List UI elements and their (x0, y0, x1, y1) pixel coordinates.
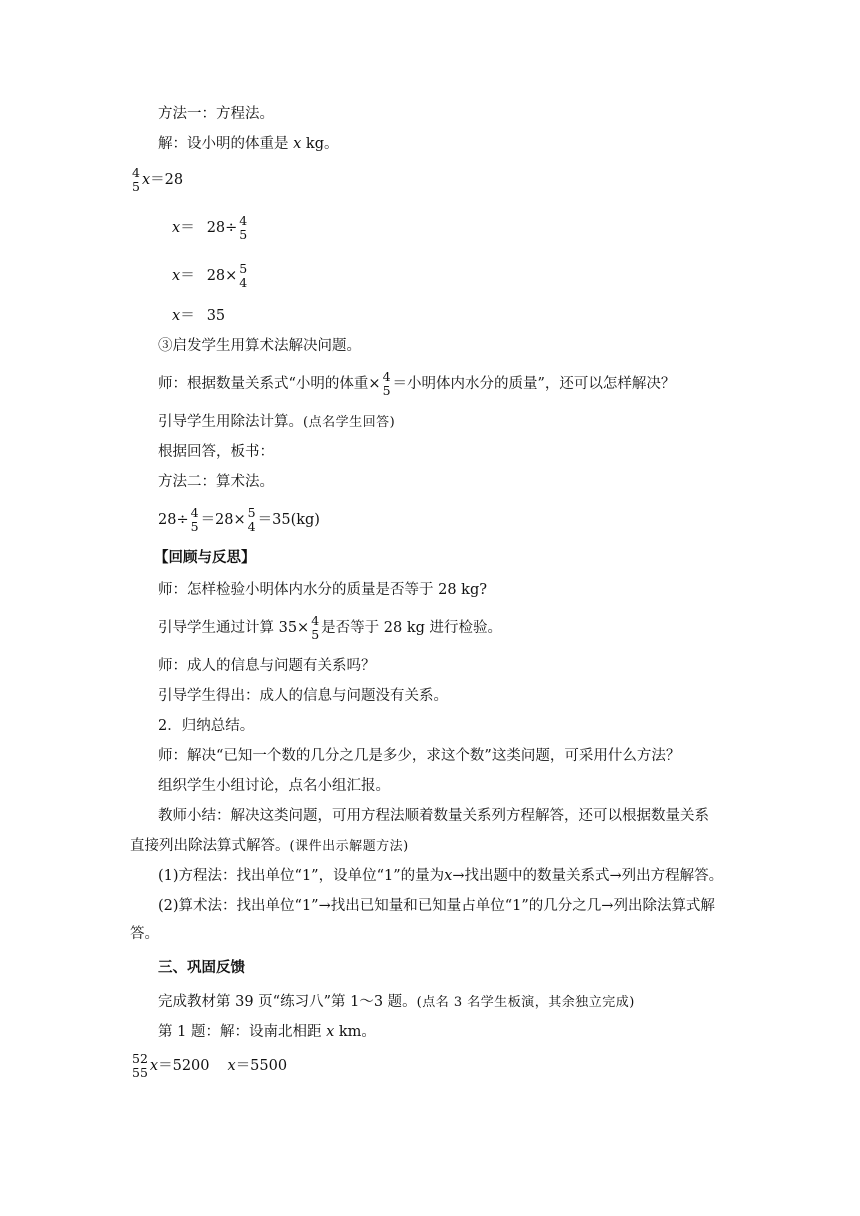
equation-line-1 (130, 166, 183, 194)
variable-x: x (141, 172, 151, 188)
text: 35 (206, 308, 226, 324)
text: km。 (338, 1024, 376, 1040)
text: ＝28× (200, 512, 246, 528)
text: 根据回答，板书： (158, 444, 274, 460)
check-guide-line (158, 614, 502, 642)
method-one-line (158, 104, 274, 124)
teacher-summary-line-1 (158, 806, 709, 826)
text: ＝5200 (158, 1058, 210, 1074)
text: 是否等于 28 kg 进行检验。 (321, 620, 503, 636)
text: ＝ (180, 268, 195, 284)
teacher-question-line (158, 370, 675, 398)
adult-info-conclusion (158, 686, 448, 706)
variable-x: x (172, 308, 181, 324)
equation-line-3 (172, 262, 249, 290)
text: 答。 (130, 926, 159, 942)
text: 引导学生用除法计算。 (158, 414, 303, 430)
text: 解：设小明的体重是 (158, 136, 289, 152)
equation-line-4 (172, 306, 225, 326)
text: 引导学生得出：成人的信息与问题没有关系。 (158, 688, 448, 704)
solution-setup-line (158, 134, 338, 154)
text: 师：解决“已知一个数的几分之几是多少，求这个数”这类问题，可采用什么方法？ (158, 748, 681, 764)
method-arithmetic-summary-cont (130, 924, 159, 944)
text: 28÷ (158, 512, 189, 528)
fraction: 4 5 (382, 369, 391, 398)
variable-x: x (172, 220, 181, 236)
variable-x: x (326, 1024, 335, 1040)
variable-x: x (172, 268, 181, 284)
adult-info-question (158, 656, 376, 676)
fraction: 5 4 (247, 505, 256, 534)
exercise-assignment-line (158, 992, 635, 1013)
text: ＝ (180, 308, 195, 324)
heading: 三、巩固反馈 (158, 960, 245, 976)
text: (1)方程法：找出单位“1”，设单位“1”的量为 (158, 868, 445, 884)
text: kg。 (305, 136, 339, 152)
question-one-equation (130, 1052, 287, 1080)
arithmetic-prompt-line (158, 336, 361, 356)
summary-heading (158, 716, 254, 736)
fraction: 4 5 (311, 613, 320, 642)
group-discussion-line (158, 776, 390, 796)
text: 方法一：方程法。 (158, 106, 274, 122)
note: (点名 3 名学生板演，其余独立完成) (416, 995, 635, 1010)
fraction: 4 5 (239, 213, 248, 242)
text: ＝5500 (235, 1058, 288, 1074)
text: 师：怎样检验小明体内水分的质量是否等于 28 kg? (158, 582, 488, 598)
question-one-setup (158, 1022, 376, 1042)
method-two-line (158, 472, 274, 492)
teacher-summary-question (158, 746, 680, 766)
text: ＝28 (150, 172, 184, 188)
text: 组织学生小组讨论，点名小组汇报。 (158, 778, 390, 794)
fraction: 52 55 (132, 1051, 148, 1080)
text: ＝ (180, 220, 195, 236)
variable-x: x (293, 136, 302, 152)
fraction: 4 5 (190, 505, 199, 534)
check-question-line (158, 580, 487, 600)
method-arithmetic-summary (158, 896, 715, 916)
text: 师：根据数量关系式“小明的体重× (158, 376, 381, 392)
guide-division-line (158, 412, 395, 433)
text: 直接列出除法算式解答。 (130, 838, 290, 854)
arithmetic-equation (158, 506, 320, 534)
fraction: 5 4 (239, 261, 248, 290)
text: 2．归纳总结。 (158, 718, 255, 734)
note: (点名学生回答) (303, 415, 396, 430)
heading: 【回顾与反思】 (154, 550, 256, 566)
text: 教师小结：解决这类问题，可用方程法顺着数量关系列方程解答，还可以根据数量关系 (158, 808, 709, 824)
text: 第 1 题：解：设南北相距 (158, 1024, 322, 1040)
text: (2)算术法：找出单位“1”→找出已知量和已知量占单位“1”的几分之几→列出除法算式解 (158, 898, 715, 914)
text: 28× (206, 268, 238, 284)
teacher-summary-line-2 (130, 836, 409, 857)
text: 师：成人的信息与问题有关系吗？ (158, 658, 376, 674)
fraction: 4 5 (132, 165, 140, 194)
text: ＝35(kg) (257, 512, 320, 528)
text: →找出题中的数量关系式→列出方程解答。 (452, 868, 724, 884)
text: 方法二：算术法。 (158, 474, 274, 490)
text: 28÷ (206, 220, 238, 236)
text: 引导学生通过计算 35× (158, 620, 310, 636)
text: ＝小明体内水分的质量”，还可以怎样解决？ (392, 376, 676, 392)
note: (课件出示解题方法) (289, 839, 409, 854)
section-heading-feedback (158, 958, 245, 978)
method-equation-summary (158, 866, 723, 886)
variable-x: x (149, 1058, 159, 1074)
variable-x: x (227, 1058, 236, 1074)
board-line (158, 442, 274, 462)
text: 完成教材第 39 页“练习八”第 1～3 题。 (158, 994, 417, 1010)
text: ③启发学生用算术法解决问题。 (158, 338, 361, 354)
equation-line-2 (172, 214, 249, 242)
section-heading-review (154, 548, 256, 568)
variable-x: x (444, 868, 453, 884)
